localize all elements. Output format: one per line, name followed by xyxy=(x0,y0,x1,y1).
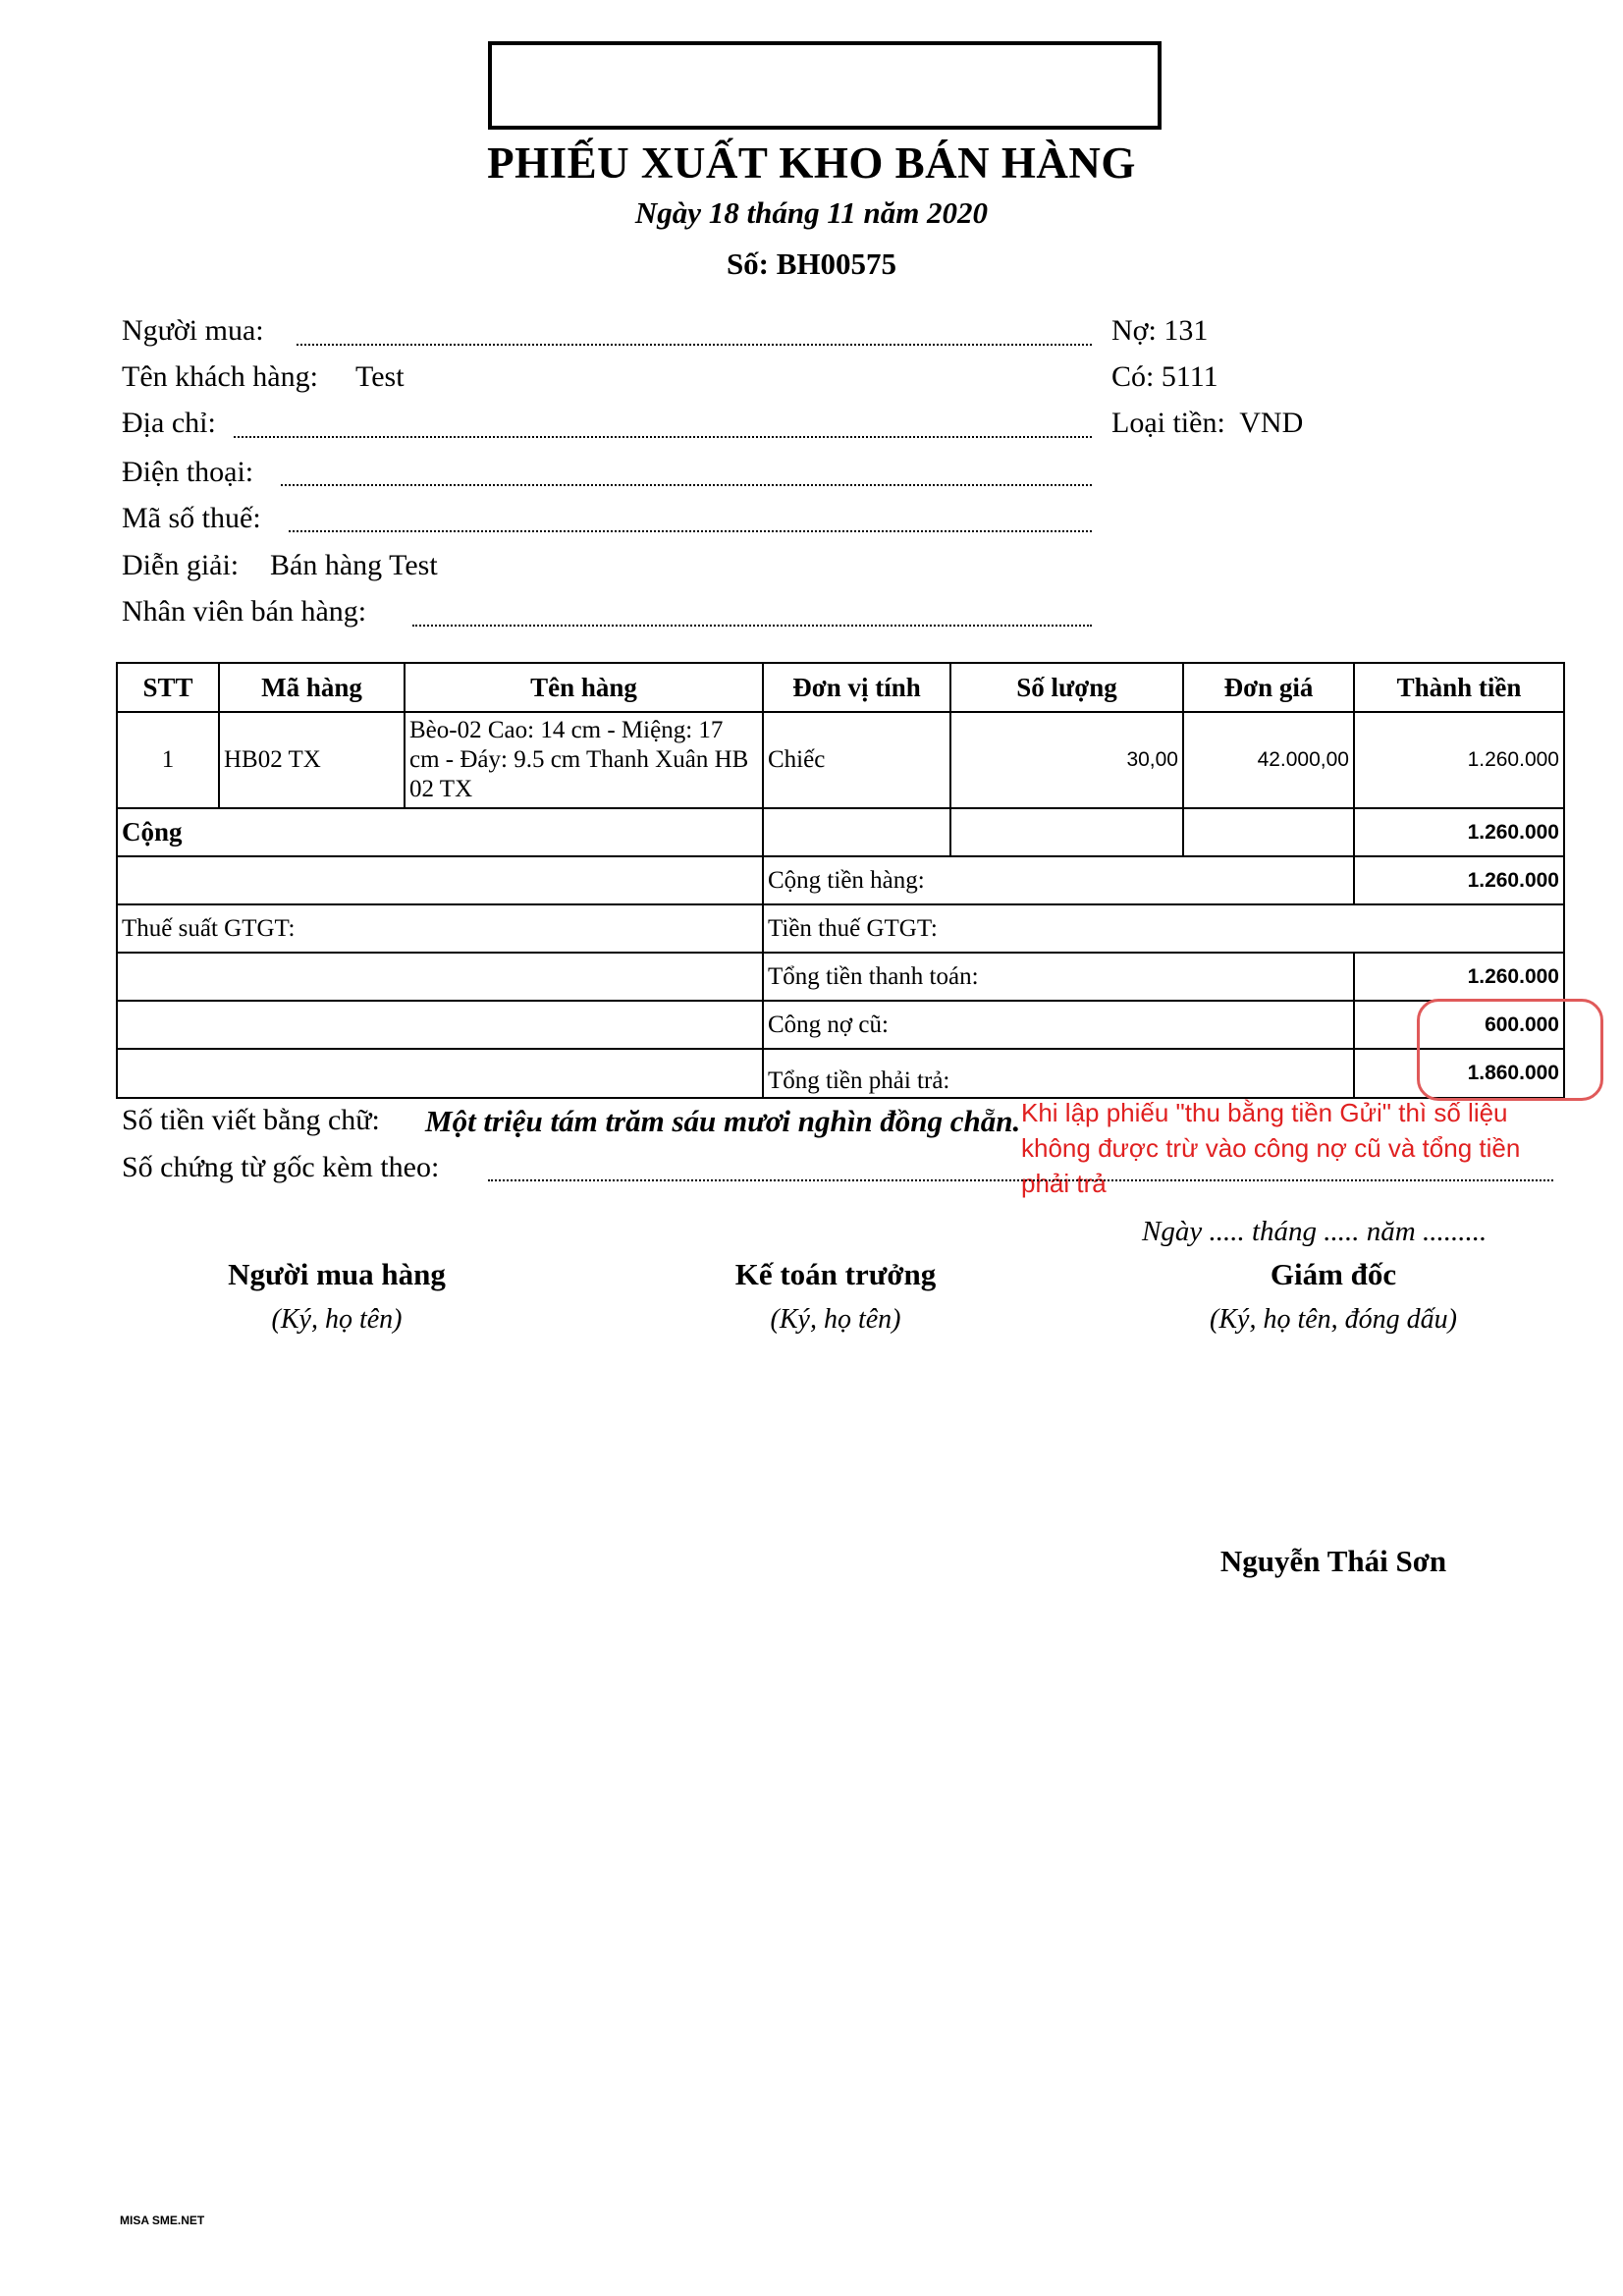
salesperson-dotted-line xyxy=(412,625,1092,627)
row-amount: 1.260.000 xyxy=(1354,712,1564,808)
debit-label: Nợ: xyxy=(1111,314,1157,347)
buyer-signature-title: Người mua hàng xyxy=(228,1257,446,1291)
old-debt-label: Công nợ cũ: xyxy=(763,1001,1354,1049)
customer-name-value: Test xyxy=(355,360,405,393)
grand-total-value: 1.260.000 xyxy=(1354,953,1564,1001)
row-item-code: HB02 TX xyxy=(219,712,405,808)
vat-rate-label: Thuế suất GTGT: xyxy=(117,904,763,953)
total-label: Cộng xyxy=(117,808,763,856)
goods-total-label: Cộng tiền hàng: xyxy=(763,856,1354,904)
payable-label: Tổng tiền phải trả: xyxy=(763,1049,1354,1098)
row-item-name: Bèo-02 Cao: 14 cm - Miệng: 17 cm - Đáy: 9.5 cm Thanh Xuân HB 02 TX xyxy=(405,712,763,808)
header-unit-price: Đơn giá xyxy=(1183,663,1354,712)
payable-value: 1.860.000 xyxy=(1354,1049,1564,1098)
header-quantity: Số lượng xyxy=(950,663,1183,712)
attachments-dotted-line xyxy=(488,1179,1553,1181)
credit-value: 5111 xyxy=(1161,360,1218,393)
currency-value: VND xyxy=(1239,407,1304,439)
logo-placeholder-box xyxy=(488,41,1162,130)
annotation-highlight-oval xyxy=(1417,999,1603,1101)
header-stt: STT xyxy=(117,663,219,712)
accountant-signature-title: Kế toán trưởng xyxy=(734,1257,937,1291)
document-date: Ngày 18 tháng 11 năm 2020 xyxy=(634,195,989,230)
amount-words-value: Một triệu tám trăm sáu mươi nghìn đồng chẵn. xyxy=(425,1104,1021,1138)
document-number: Số: BH00575 xyxy=(726,246,897,281)
table-row xyxy=(117,712,1564,808)
description-value: Bán hàng Test xyxy=(270,549,438,581)
payable-row xyxy=(117,1049,1564,1098)
total-value: 1.260.000 xyxy=(1354,808,1564,856)
director-name: Nguyễn Thái Sơn xyxy=(1219,1544,1447,1578)
attachments-label: Số chứng từ gốc kèm theo: xyxy=(122,1151,440,1183)
address-label: Địa chỉ: xyxy=(122,407,216,439)
director-signature-note: (Ký, họ tên, đóng dấu) xyxy=(1210,1304,1457,1335)
grand-total-row xyxy=(117,953,1564,1001)
credit-account xyxy=(1111,360,1218,394)
tax-code-dotted-line xyxy=(289,530,1092,532)
sign-date-blank: Ngày ..... tháng ..... năm ......... xyxy=(1142,1216,1488,1247)
debit-account xyxy=(1111,314,1208,348)
document-title: PHIẾU XUẤT KHO BÁN HÀNG xyxy=(487,138,1136,188)
debit-value: 131 xyxy=(1163,314,1209,347)
credit-label: Có: xyxy=(1111,360,1155,393)
phone-dotted-line xyxy=(281,484,1092,486)
row-unit-price: 42.000,00 xyxy=(1183,712,1354,808)
old-debt-row xyxy=(117,1001,1564,1049)
header-item-name: Tên hàng xyxy=(405,663,763,712)
software-footer: MISA SME.NET xyxy=(120,2214,205,2227)
row-stt: 1 xyxy=(117,712,219,808)
customer-name-label: Tên khách hàng: xyxy=(122,360,318,393)
accountant-signature-note: (Ký, họ tên) xyxy=(770,1304,901,1335)
description-label: Diễn giải: xyxy=(122,549,240,581)
row-quantity: 30,00 xyxy=(950,712,1183,808)
buyer-signature-note: (Ký, họ tên) xyxy=(271,1304,403,1335)
address-dotted-line xyxy=(234,436,1092,438)
salesperson-label: Nhân viên bán hàng: xyxy=(122,595,367,628)
currency xyxy=(1111,407,1303,440)
phone-label: Điện thoại: xyxy=(122,456,254,488)
header-item-code: Mã hàng xyxy=(219,663,405,712)
buyer-dotted-line xyxy=(297,344,1092,346)
table-header-row xyxy=(117,663,1564,712)
annotation-note: Khi lập phiếu "thu bằng tiền Gửi" thì số liệu không được trừ vào công nợ cũ và tổng tiền phải trả xyxy=(1021,1098,1521,1198)
header-unit: Đơn vị tính xyxy=(763,663,950,712)
currency-label: Loại tiền: xyxy=(1111,407,1225,439)
header-amount: Thành tiền xyxy=(1354,663,1564,712)
amount-words-label: Số tiền viết bằng chữ: xyxy=(122,1104,380,1136)
goods-total-row xyxy=(117,856,1564,904)
director-signature-title: Giám đốc xyxy=(1270,1257,1397,1291)
vat-amount-label: Tiền thuế GTGT: xyxy=(763,904,1564,953)
grand-total-label: Tổng tiền thanh toán: xyxy=(763,953,1354,1001)
goods-total-value: 1.260.000 xyxy=(1354,856,1564,904)
row-unit: Chiếc xyxy=(763,712,950,808)
items-table xyxy=(116,662,1565,1099)
old-debt-value: 600.000 xyxy=(1354,1001,1564,1049)
vat-row xyxy=(117,904,1564,953)
buyer-label: Người mua: xyxy=(122,314,264,347)
tax-code-label: Mã số thuế: xyxy=(122,502,261,534)
total-row xyxy=(117,808,1564,856)
